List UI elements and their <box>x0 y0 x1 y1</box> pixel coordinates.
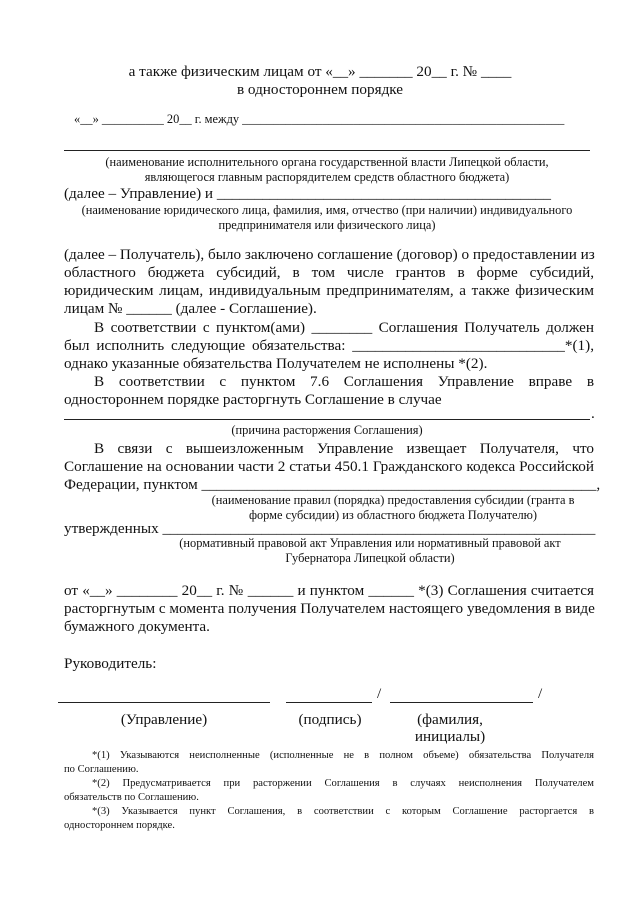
name-line <box>390 702 533 703</box>
paragraph-1-line-2: областного бюджета субсидий, в том числе грантов в форме субсидий, <box>64 264 594 281</box>
authority-blank <box>64 150 590 151</box>
paragraph-2-line-1: В соответствии с пунктом(ами) ________ Соглашения Получатель должен <box>94 319 594 336</box>
rules-caption-1: (наименование правил (порядка) предоставления субсидии (гранта в <box>211 493 575 507</box>
reason-blank <box>64 419 590 420</box>
footnote-2-line-1: *(2) Предусматривается при расторжении Соглашения в случаях неисполнения Получателем <box>92 778 594 789</box>
header-line-2: в одностороннем порядке <box>236 81 404 98</box>
paragraph-4-line-1: В связи с вышеизложенным Управление извещает Получателя, что <box>94 440 594 457</box>
recipient-caption-2: предпринимателя или физического лица) <box>218 218 436 232</box>
approved-line: утвержденных _________________________________________________________ <box>64 520 596 537</box>
paragraph-5-line-1: от «__» ________ 20__ г. № ______ и пунктом ______ *(3) Соглашения считается <box>64 582 594 599</box>
signature-slash-2: / <box>538 685 543 702</box>
paragraph-1-line-1: (далее – Получатель), было заключено соглашение (договор) о предоставлении из <box>64 246 595 263</box>
name-label-2: инициалы) <box>414 728 486 745</box>
paragraph-1-line-4: лицам № ______ (далее - Соглашение). <box>64 300 317 317</box>
head-label: Руководитель: <box>64 655 157 672</box>
date-line: «__» __________ 20__ г. между ____________________________________________________ <box>74 112 565 126</box>
sign-label: (подпись) <box>298 711 362 728</box>
paragraph-5-line-3: бумажного документа. <box>64 618 210 635</box>
footnote-2-line-2: обязательств по Соглашению. <box>64 792 199 803</box>
paragraph-3-line-2: одностороннем порядке расторгнуть Соглашение в случае <box>64 391 442 408</box>
authority-caption-2: являющегося главным распорядителем средств областного бюджета) <box>144 170 510 184</box>
rules-caption-2: форме субсидии) из областного бюджета Получателю) <box>248 508 538 522</box>
header-line-1: а также физическим лицам от «__» _______ 20__ г. № ____ <box>128 63 512 80</box>
recipient-intro: (далее – Управление) и ____________________________________________ <box>64 185 551 202</box>
dept-label: (Управление) <box>120 711 208 728</box>
signature-line <box>286 702 372 703</box>
paragraph-5-line-2: расторгнутым с момента получения Получателем настоящего уведомления в виде <box>64 600 595 617</box>
paragraph-3-line-1: В соответствии с пунктом 7.6 Соглашения Управление вправе в <box>94 373 594 390</box>
footnote-1-line-2: по Соглашению. <box>64 764 139 775</box>
signature-slash-1: / <box>377 685 382 702</box>
paragraph-4-line-3: Федерации, пунктом ____________________________________________________, <box>64 476 601 493</box>
recipient-caption-1: (наименование юридического лица, фамилия, имя, отчество (при наличии) индивидуального <box>81 203 573 217</box>
paragraph-2-line-3: однако указанные обязательства Получателем не исполнены *(2). <box>64 355 488 372</box>
reason-period: . <box>591 405 595 422</box>
reason-caption: (причина расторжения Соглашения) <box>231 423 423 437</box>
footnote-3-line-1: *(3) Указывается пункт Соглашения, в соответствии с которым Соглашение расторгается в <box>92 806 594 817</box>
dept-signature-line <box>58 702 270 703</box>
name-label-1: (фамилия, <box>417 711 483 728</box>
footnote-3-line-2: одностороннем порядке. <box>64 820 175 831</box>
act-caption-1: (нормативный правовой акт Управления или нормативный правовой акт <box>179 536 561 550</box>
footnote-1-line-1: *(1) Указываются неисполненные (исполненные не в полном объеме) обязательства Получателя <box>92 750 594 761</box>
paragraph-1-line-3: юридическим лицам, индивидуальным предпринимателям, а также физическим <box>64 282 594 299</box>
authority-caption-1: (наименование исполнительного органа государственной власти Липецкой области, <box>105 155 549 169</box>
paragraph-2-line-2: был исполнить следующие обязательства: ____________________________*(1), <box>64 337 594 354</box>
paragraph-4-line-2: Соглашение на основании части 2 статьи 450.1 Гражданского кодекса Российской <box>64 458 594 475</box>
act-caption-2: Губернатора Липецкой области) <box>285 551 455 565</box>
